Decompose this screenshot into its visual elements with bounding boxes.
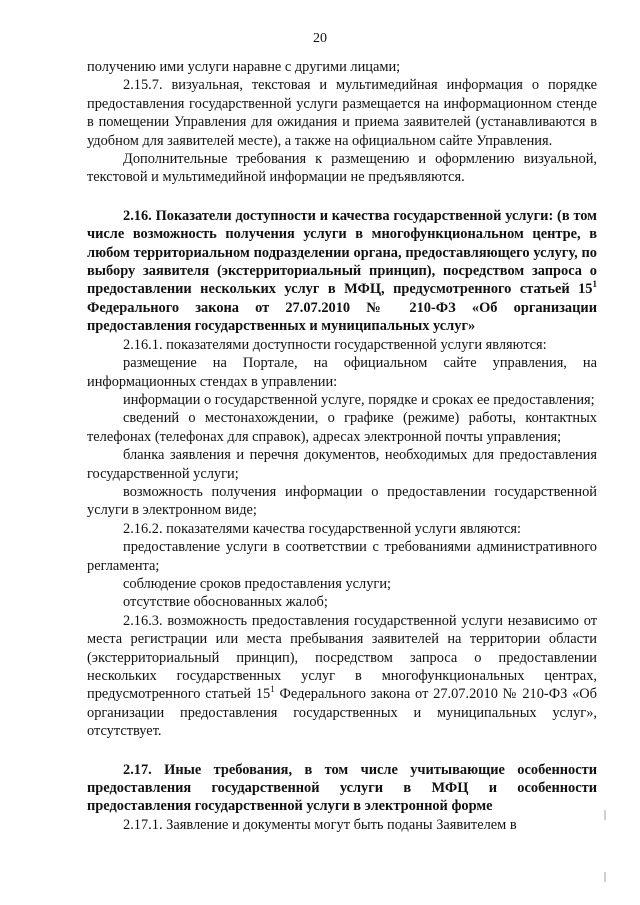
paragraph: предоставление услуги в соответствии с требованиями административного регламента; bbox=[87, 539, 597, 574]
section-gap bbox=[87, 187, 597, 207]
page-number: 20 bbox=[313, 31, 327, 46]
paragraph: 2.17.1. Заявление и документы могут быть поданы Заявителем в bbox=[123, 816, 517, 833]
margin-mark bbox=[604, 810, 606, 820]
margin-mark bbox=[604, 872, 606, 882]
paragraph: возможность получения информации о предоставлении государственной услуги в электронном виде; bbox=[87, 483, 597, 519]
footnote-superscript: 1 bbox=[270, 684, 275, 695]
section-heading: 2.17. Иные требования, в том числе учитывающие особенности предоставления государственной услуги в МФЦ и особенности предоставления государственной услуги в электронной форме bbox=[87, 761, 597, 815]
paragraph: 2.16.2. показателями качества государственной услуги являются: bbox=[123, 520, 522, 537]
paragraph: размещение на Портале, на официальном сайте управления, на информационных стендах в управлении: bbox=[87, 355, 597, 390]
paragraph: 2.16.1. показателями доступности государственной услуги являются: bbox=[123, 336, 547, 353]
paragraph: отсутствие обоснованных жалоб; bbox=[123, 594, 328, 611]
section-heading: 2.16. Показатели доступности и качества государственной услуги: (в том числе возможность получения услуги в многофункциональном центре, в любом территориальном подразделении органа, предоставляющего услугу, по выбору заявителя (экстерриториальный принцип), посредством запроса о предоставлении нескольких услуг в МФЦ, предусмотренного статьей $15^1$ Федерального закона от 27.07.2010 № 210-ФЗ «Об организации предоставления государственных и муниципальных услуг» bbox=[87, 207, 597, 335]
paragraph: Дополнительные требования к размещению и оформлению визуальной, текстовой и мультимедийной информации не предъявляются. bbox=[87, 151, 597, 186]
paragraph: бланка заявления и перечня документов, необходимых для предоставления государственной услуги; bbox=[87, 447, 597, 482]
paragraph: получению ими услуги наравне с другими лицами; bbox=[87, 59, 401, 75]
paragraph: сведений о местонахождении, о графике (режиме) работы, контактных телефонах (телефонах для справок), адресах электронной почты управления; bbox=[87, 410, 597, 445]
paragraph: информации о государственной услуге, порядке и сроках ее предоставления; bbox=[123, 391, 595, 408]
footnote-superscript: 1 bbox=[592, 279, 597, 290]
paragraph: соблюдение сроков предоставления услуги; bbox=[123, 575, 392, 592]
paragraph: 2.16.3. возможность предоставления государственной услуги независимо от места регистрации или места пребывания заявителей на территории области (экстерриториальный принцип), посредством запроса о предоставлении нескольких государственных услуг в многофункциональных центрах, предусмотренного статьей $15^1$ Федерального закона от 27.07.2010 № 210-ФЗ «Об организации предоставления государственных и муниципальных услуг», отсутствует. bbox=[87, 612, 597, 740]
section-gap bbox=[87, 741, 597, 761]
document-body bbox=[87, 58, 597, 834]
paragraph: 2.15.7. визуальная, текстовая и мультимедийная информация о порядке предоставления государственной услуги размещается на информационном стенде в помещении Управления для ожидания и приема заявителей (устанавливаются в удобном для заявителей месте), а также на официальном сайте Управления. bbox=[87, 77, 597, 149]
